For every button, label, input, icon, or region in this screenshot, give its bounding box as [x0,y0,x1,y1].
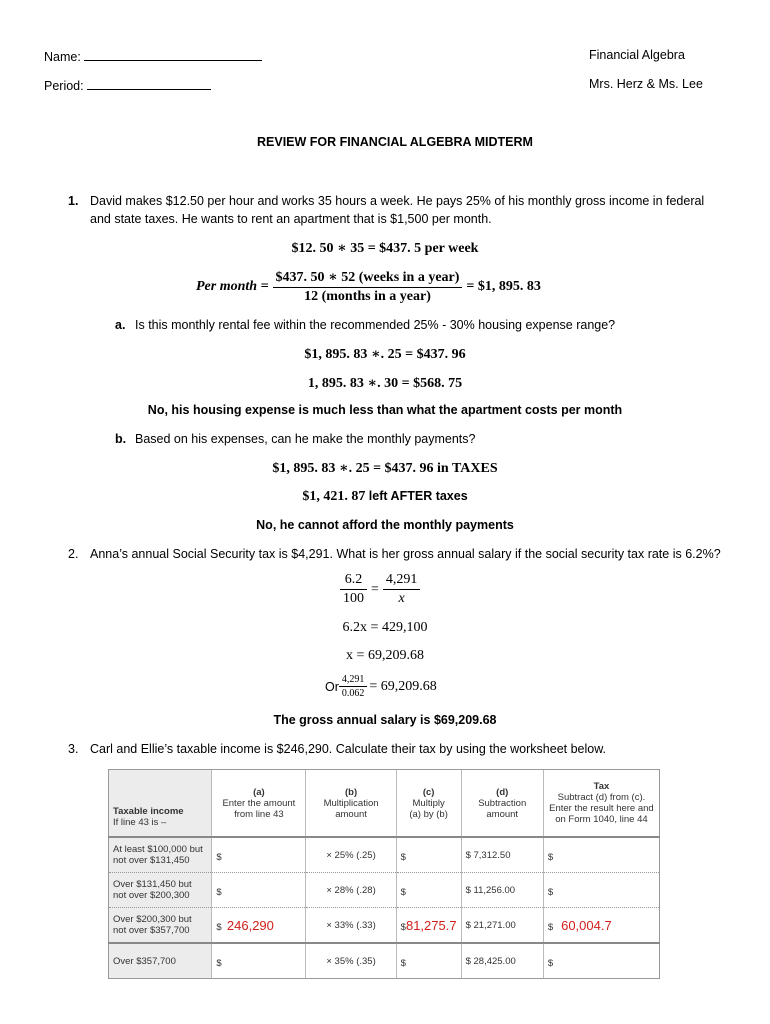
row-col-a[interactable] [212,908,306,944]
q2-or-den: 0.062 [341,688,365,699]
row-col-b: × 33% (.33) [306,908,396,944]
row-range-line1: Over $357,700 [113,955,176,967]
header-col-tax-line1: Subtract (d) from (c). [557,792,646,803]
dollar-sign: $ [547,851,554,863]
dollar-sign: $ [547,921,554,933]
name-line[interactable] [44,48,262,64]
q2-or-fraction [339,674,368,699]
q1a-question: Is this monthly rental fee within the recommended 25% - 30% housing expense range? [135,318,616,332]
row-col-d: $ 28,425.00 [461,943,543,979]
q1b-label: b. [115,432,127,446]
dollar-sign: $ [216,851,222,863]
dollar-sign: $ [216,957,222,969]
q2-text: Anna’s annual Social Security tax is $4,291. What is her gross annual salary if the social security tax rate is 6.2%? [90,547,721,561]
row-range-line2: not over $357,700 [113,925,190,936]
q2-fraction-right [383,572,421,607]
period-label: Period: [44,79,84,93]
header-col-b-line1: Multiplication [323,797,379,809]
q2-or-num: 4,291 [339,674,368,687]
header-col-c-line1: Multiply [412,797,445,809]
q2-equals: = [371,581,379,597]
header-col-tax-line2: Enter the result here and [549,803,654,814]
q1b-answer: No, he cannot afford the monthly payments [256,518,514,532]
header-col-a-letter: (a) [253,786,265,798]
dollar-sign: $ [216,886,222,898]
header-col-b-letter: (b) [344,786,358,798]
q1b-eq1: $1, 895. 83 ∗. 25 = $437. 96 in TAXES [272,461,498,476]
q1-month-denominator: 12 (months in a year) [304,289,431,304]
q2-proportion [340,572,420,607]
q2-fraction-left [340,572,367,607]
header-col-a [212,770,306,838]
name-blank[interactable] [84,48,262,61]
row-range [109,908,212,944]
header-col-c-letter: (c) [422,786,435,798]
dollar-sign: $ [216,921,222,933]
q1-text-line2: and state taxes. He wants to rent an apartment that is $1,500 per month. [90,212,492,226]
row-col-a[interactable] [212,837,306,873]
row-col-c[interactable] [396,943,461,979]
dollar-sign: $ [400,921,406,933]
row-col-tax-value: 60,004.7 [561,917,612,933]
q1b-question: Based on his expenses, can he make the monthly payments? [135,432,476,446]
q1b-eq2-text: left AFTER taxes [368,489,468,503]
q1a-label: a. [115,318,126,332]
row-col-c[interactable] [396,837,461,873]
row-range [109,837,212,873]
table-row [109,908,660,944]
dollar-sign: $ [547,957,554,969]
header-col-tax-title: Tax [593,781,610,792]
header-taxable-income [109,770,212,838]
q2-frac1-num: 6.2 [340,572,367,590]
q1b-eq2 [0,489,770,505]
row-col-b: × 28% (.28) [306,873,396,908]
header-line43-label: If line 43 is – [113,817,167,828]
q2-alt-eq [325,674,437,699]
header-col-tax [543,770,659,838]
q2-frac1-den: 100 [343,591,364,606]
row-range [109,873,212,908]
q1-month-numerator: $437. 50 ∗ 52 (weeks in a year) [273,269,463,288]
course-name: Financial Algebra [589,48,685,62]
tax-worksheet-table [108,769,660,979]
row-col-a-value: 246,290 [226,917,274,933]
row-col-tax[interactable] [543,908,659,944]
q3-number: 3. [68,742,79,756]
q1-eq-month [196,265,541,309]
q1b-eq2-math: $1, 421. 87 [302,489,366,504]
header-col-a-line1: Enter the amount [222,797,296,809]
q2-or-result: = 69,209.68 [369,678,437,694]
q2-frac2-den: x [398,591,405,606]
header-col-tax-line3: on Form 1040, line 44 [555,814,648,825]
table-header-row [109,770,660,838]
row-col-d: $ 7,312.50 [461,837,543,873]
page-title: REVIEW FOR FINANCIAL ALGEBRA MIDTERM [257,135,533,149]
dollar-sign: $ [400,957,406,969]
q1-number: 1. [68,194,79,208]
header-col-b [306,770,396,838]
row-col-b: × 35% (.35) [306,943,396,979]
header-col-c-line2: (a) by (b) [409,808,448,820]
row-col-tax[interactable] [543,873,659,908]
row-col-c-value: 81,275.7 [405,917,457,933]
header-col-b-line2: amount [335,808,367,820]
header-col-a-line2: from line 43 [234,808,284,820]
header-taxable-income-label: Taxable income [113,806,184,817]
q2-eq3: x = 69,209.68 [346,648,424,663]
row-col-c[interactable] [396,908,461,944]
q2-or-label: Or [325,679,339,694]
period-blank[interactable] [87,77,211,90]
row-col-a[interactable] [212,943,306,979]
row-col-a[interactable] [212,873,306,908]
row-range-line2: not over $131,450 [113,855,190,866]
row-range-line1: Over $200,300 but [113,914,192,925]
q1a-eq1: $1, 895. 83 ∗. 25 = $437. 96 [304,347,466,362]
dollar-sign: $ [547,886,554,898]
q3-text: Carl and Ellie’s taxable income is $246,290. Calculate their tax by using the worksheet below. [90,742,607,756]
row-range-line1: Over $131,450 but [113,879,192,890]
row-col-c[interactable] [396,873,461,908]
header-col-d-letter: (d) [496,786,509,798]
teacher-names: Mrs. Herz & Ms. Lee [589,77,703,91]
row-col-tax[interactable] [543,943,659,979]
name-label: Name: [44,50,81,64]
row-col-b: × 25% (.25) [306,837,396,873]
q1-eq-week: $12. 50 ∗ 35 = $437. 5 per week [291,241,479,256]
header-col-d [461,770,543,838]
q1-text-line1: David makes $12.50 per hour and works 35 hours a week. He pays 25% of his monthly gross income in federal [90,194,705,208]
table-row [109,873,660,908]
table-row [109,943,660,979]
q2-frac2-num: 4,291 [383,572,421,590]
row-range-line2: not over $200,300 [113,890,190,901]
header-col-d-line2: amount [486,808,519,820]
q1-eq-month-label: Per month = [196,279,269,294]
q2-eq2: 6.2x = 429,100 [342,620,428,635]
dollar-sign: $ [400,851,406,863]
header-col-d-line1: Subtraction [478,797,527,809]
row-col-tax[interactable] [543,837,659,873]
table-row [109,837,660,873]
q1-month-fraction [273,269,463,305]
q1a-eq2: 1, 895. 83 ∗. 30 = $568. 75 [307,376,463,391]
row-range [109,943,212,979]
period-line[interactable] [44,77,211,93]
row-col-d: $ 21,271.00 [461,908,543,944]
q2-answer: The gross annual salary is $69,209.68 [273,713,497,727]
q1-month-result: = $1, 895. 83 [466,279,541,294]
header-col-c [396,770,461,838]
row-col-d: $ 11,256.00 [461,873,543,908]
row-range-line1: At least $100,000 but [113,844,203,855]
q2-number: 2. [68,547,79,561]
dollar-sign: $ [400,886,406,898]
q1a-answer: No, his housing expense is much less than what the apartment costs per month [147,403,623,417]
